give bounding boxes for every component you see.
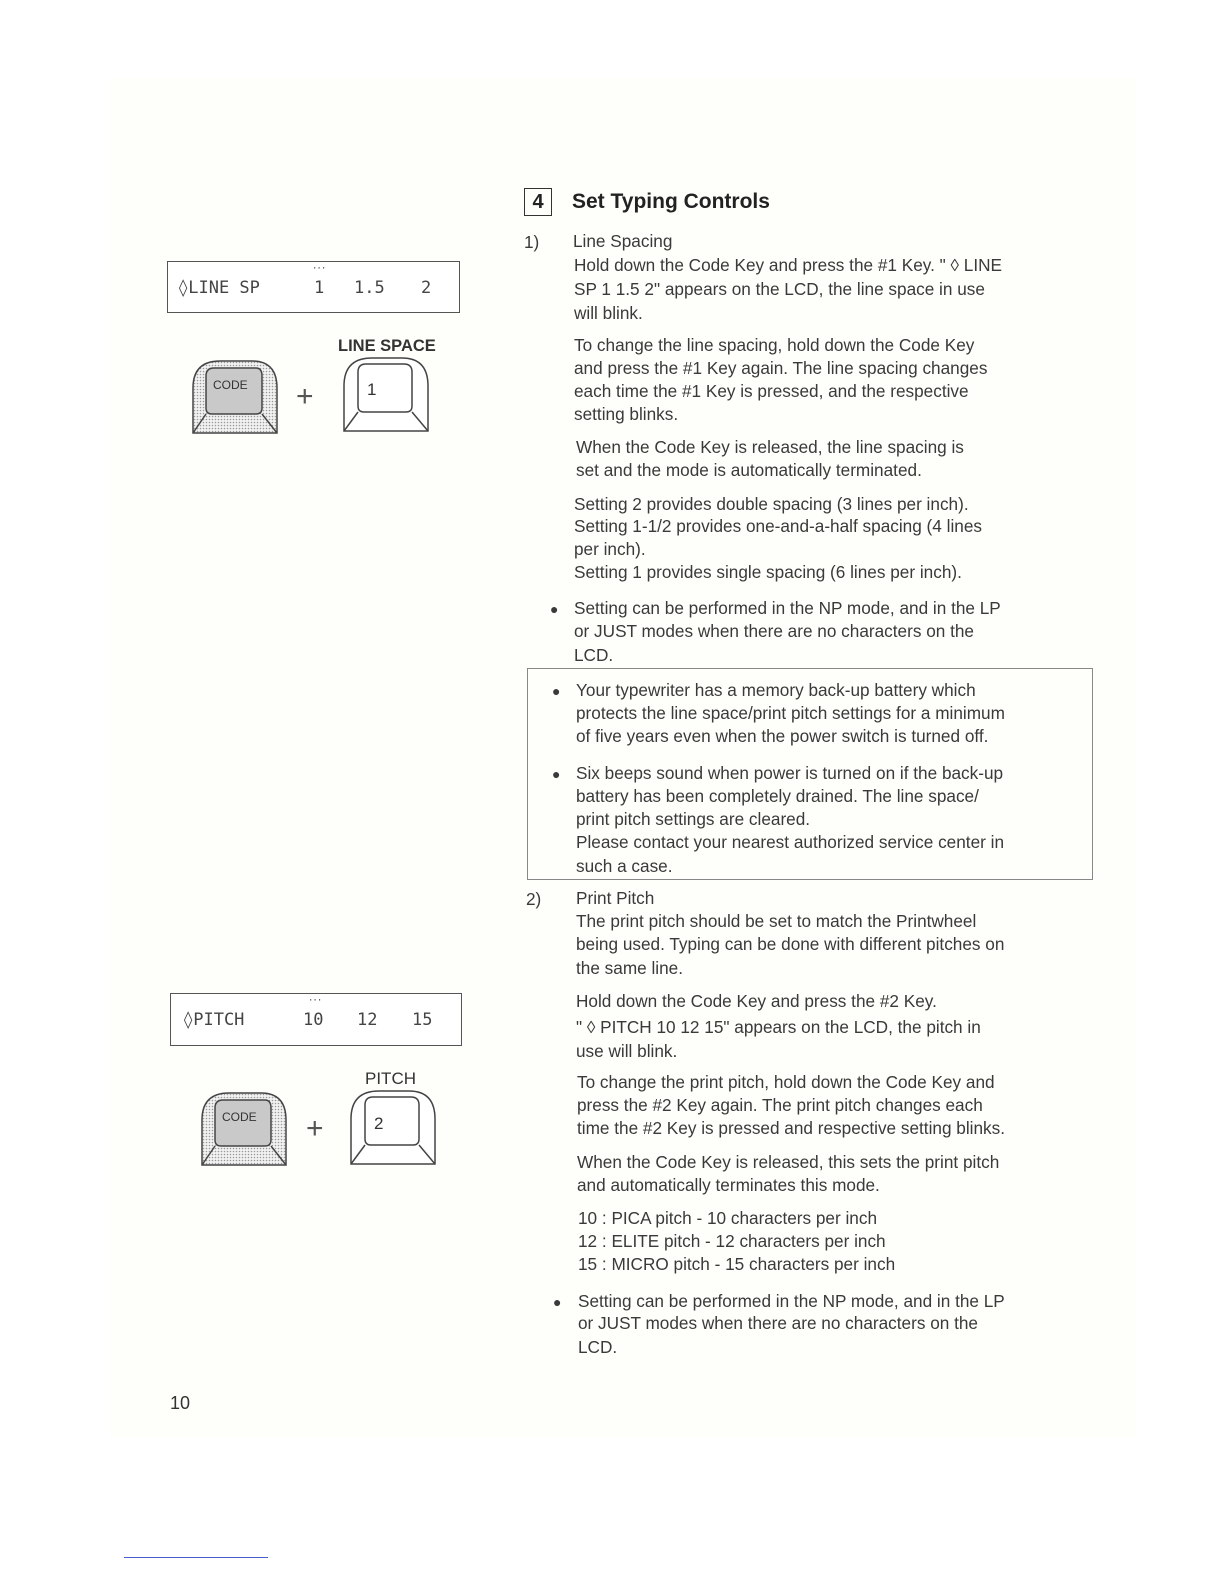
pitch-item: 12 : ELITE pitch - 12 characters per inch: [578, 1231, 886, 1251]
lcd-value-1: 1: [314, 278, 325, 298]
lcd-value-1: 10: [303, 1010, 324, 1030]
lcd-value-3: 2: [421, 278, 432, 298]
lcd-print-pitch: [170, 993, 462, 1046]
item-number-1: 1): [524, 232, 540, 252]
plus-sign: +: [296, 380, 314, 413]
code-key-text: CODE: [222, 1110, 257, 1124]
pitch-item: 15 : MICRO pitch - 15 characters per inch: [578, 1254, 896, 1274]
lcd-value-2: 1.5: [354, 278, 385, 298]
code-key-icon: [190, 358, 280, 436]
section-title: Set Typing Controls: [572, 190, 770, 213]
section-heading: [524, 188, 770, 216]
line-space-label: LINE SPACE: [338, 337, 436, 355]
blink-indicator: ···: [312, 264, 326, 274]
lcd-mode: ◊PITCH: [183, 1010, 245, 1030]
bullet-dot: ●: [552, 683, 561, 699]
code-key-text: CODE: [213, 378, 248, 392]
section-number: 4: [524, 188, 552, 216]
code-key-icon: [199, 1090, 289, 1168]
key-2-text: 2: [374, 1114, 384, 1133]
pitch-item: 10 : PICA pitch - 10 characters per inch: [578, 1208, 878, 1228]
footer-rule: [124, 1557, 268, 1558]
key-1-icon: [340, 354, 432, 434]
lcd-value-2: 12: [357, 1010, 378, 1030]
item-number-2: 2): [526, 889, 542, 909]
lcd-line-spacing: [167, 261, 460, 313]
bullet-dot: ●: [550, 601, 559, 617]
item-title-print-pitch: Print Pitch: [576, 888, 655, 908]
lcd-mode: ◊LINE SP: [178, 278, 260, 298]
blink-indicator: ···: [308, 996, 322, 1006]
item-title-line-spacing: Line Spacing: [573, 231, 673, 251]
plus-sign: +: [306, 1112, 324, 1145]
pitch-label: PITCH: [365, 1069, 416, 1088]
page-number: 10: [170, 1393, 191, 1413]
key-2-icon: [347, 1087, 439, 1167]
lcd-value-3: 15: [412, 1010, 433, 1030]
key-1-text: 1: [367, 380, 377, 399]
bullet-dot: ●: [552, 766, 561, 782]
bullet-dot: ●: [553, 1294, 562, 1310]
